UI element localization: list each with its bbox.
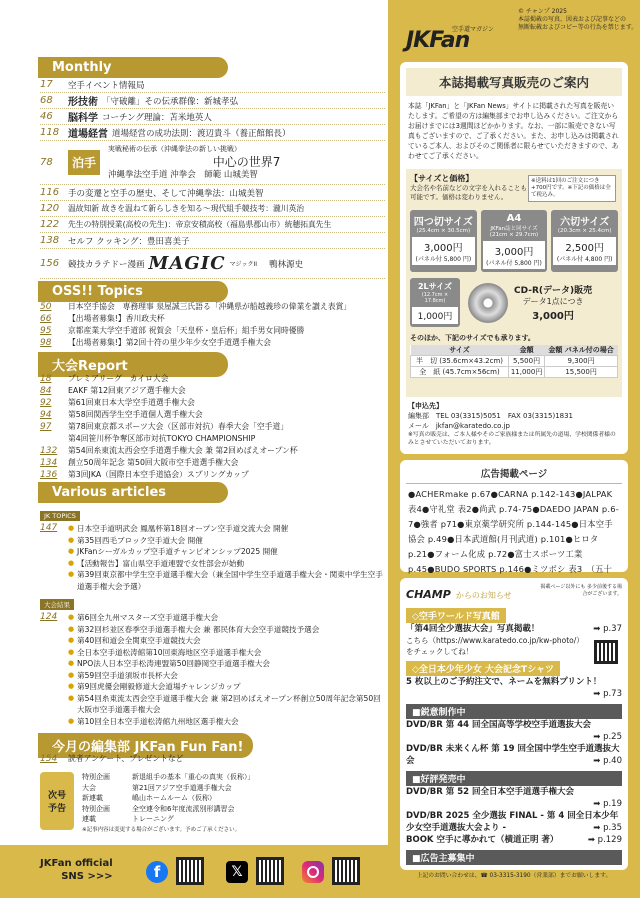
list-item: ● 第6回全九州マスターズ空手道選手権大会 — [68, 612, 385, 624]
magic-logo: MAGIC — [148, 253, 226, 274]
list-item: 第4回笹川杯争奪区部市対抗TOKYO CHAMPIONSHIP — [68, 434, 256, 443]
list-item: ● 第40回和道会全関東空手道競技大会 — [68, 635, 385, 647]
list-item: 132 第54回糸東流太西会空手道選手権大会 兼 第2回めばえオープン杯 — [40, 446, 298, 456]
section-oss: OSS!! Topics — [38, 281, 228, 302]
size-yotsugiri: 四つ切サイズ (25.4cm × 30.5cm) 3,000円 (パネル付 5,800 円) — [410, 210, 477, 272]
x-icon[interactable]: 𝕏 — [226, 861, 248, 883]
list-item: ● NPO法人日本空手松涛連盟第50回静岡空手道選手権大会 — [68, 658, 385, 670]
list-item: 136 第3回JKA（国際日本空手道協会）スプリングカップ — [40, 470, 249, 480]
list-item: 98 【出場者募集!】第2回十符の里少年少女空手道選手権大会 — [40, 338, 272, 348]
list-item: 68 形技術 「守破離」その伝承群像：新城孝弘 — [40, 93, 385, 109]
size-mutsugiri: 六切サイズ (20.3cm × 25.4cm) 2,500円 (パネル付 4,800 円) — [551, 210, 618, 272]
taikai-list — [40, 373, 385, 481]
right-column — [388, 0, 640, 898]
list-item: 18 プレミアリーグ カイロ大会 — [40, 374, 169, 384]
section-various: Various articles — [38, 482, 228, 503]
various-block: JK TOPICS 147 ● 日本空手道明武会 鳳凰杯第18回オープン空手道交流大会 開催 ● 第35回西毛ブロック空手道大会 開催 ● JKFanシーガルカップ空手道チャンピオンシップ2025 開催 ● 【活動報告】富山県空手道連盟で女性部会が始動 ● 第39回東京都中学生空手道選手権大会（兼全国中学生空手道選手権大会・関東中学生空手道選手権大会予選） 大会結果 124 ● 第6回全九州マスターズ空手道選手権大会 ● 第32回杉並区春季空手道選手権大会 兼 都民体育大会空手道競技予選会 ● 第40回和道会全関東空手道競技大会 ● 全日本空手道松涛館第10回東海地区空手道選手権大会 ● NPO法人日本空手松涛連盟第50回静岡空手道選手権大会 ● 第59回空手道須坂市長杯大会 ● 第9回虎優会剛毅修道大会道場チャレンジカップ ● 第54回糸東流太西会空手道選手権大会 兼 第2回めばえオープン杯創立50周年記念第50回大阪市空手道選手権大会 ● 第10回全日本空手道松涛館九州地区選手権大会 — [40, 503, 385, 727]
list-item: ● 全日本空手道松涛館第10回東海地区空手道選手権大会 — [68, 647, 385, 659]
list-item: ● 第59回空手道須坂市長杯大会 — [68, 670, 385, 682]
list-item: 134 創立50周年記念 第50回大阪市空手道選手権大会 — [40, 458, 239, 468]
list-item: 122 先生の特別授業(高校の先生)：帝京安積高校（福島県郡山市）統穂拓真先生 — [40, 217, 385, 233]
section-editor: 今月の編集部 JKFan Fun Fan! — [38, 733, 253, 758]
tomari-badge: 泊手 — [68, 150, 100, 175]
list-item: ● 第32回杉並区春季空手道選手権大会 兼 都民体育大会空手道競技予選会 — [68, 624, 385, 636]
list-item: ● 第54回糸東流太西会空手道選手権大会 兼 第2回めばえオープン杯創立50周年記念第50回大阪市空手道選手権大会 — [68, 693, 385, 716]
list-item: 46 脳科学 コーチング理論：苫米地英人 — [40, 109, 385, 125]
list-item: 17 空手イベント情報局 — [40, 77, 385, 93]
list-item: 95 京都産業大学空手道部 祝賀会「天皇杯・皇后杯」組手男女同時優勝 — [40, 326, 305, 336]
list-item: 120 温故知新 故きを温ねて新らしきを知る〜現代組手競技考：瀧川英治 — [40, 201, 385, 217]
cd-icon — [468, 283, 508, 323]
editor-list — [40, 753, 385, 765]
size-a4: A4 JKFan誌と同サイズ (21cm × 29.7cm) 3,000円 (パネル付 5,800 円) — [481, 210, 548, 272]
list-item: ● 第10回全日本空手道松涛館九州地区選手権大会 — [68, 716, 385, 728]
next-issue — [40, 772, 300, 833]
qr-code-icon — [332, 857, 360, 885]
list-item: 92 第61回東日本大学空手道選手権大会 — [40, 398, 195, 408]
section-taikai: 大会Report — [38, 352, 228, 377]
jk-topics-tag: JK TOPICS — [40, 511, 80, 521]
list-item: 118 道場経営 道場経営の成功法則：渡辺貴斗（養正館館長） — [40, 125, 385, 141]
list-item: ● JKFanシーガルカップ空手道チャンピオンシップ2025 開催 — [68, 546, 385, 558]
list-item: 50 日本空手協会 専務理事 泉屋誠三氏語る「沖縄県が船越義珍の偉業を讃え表賞」 — [40, 302, 352, 312]
price-table: サイズ 金額 金額 パネル付の場合 半 切 (35.6cm×43.2cm) 5,500円 9,300円 全 紙 (45.7cm×56cm) 11,000円 15,500円 — [410, 345, 618, 378]
copyright: © チャンプ 2025 本誌掲載の写真、図表および記事などの 無断転載およびコピー等の行為を禁じます。 — [518, 8, 638, 31]
qr-code-icon — [256, 857, 284, 885]
size-2l: 2Lサイズ (12.7cm × 17.8cm) 1,000円 — [410, 278, 460, 327]
list-item: 84 EAKF 第12回東アジア選手権大会 — [40, 386, 186, 396]
facebook-icon[interactable]: f — [146, 861, 168, 883]
oss-list — [40, 301, 385, 349]
qr-code-icon — [594, 640, 618, 664]
instagram-icon[interactable] — [302, 861, 324, 883]
photo-sale-title: 本誌掲載写真販売のご案内 — [406, 68, 622, 96]
list-item-featured: 78 泊手 実戦秘術の伝承（沖縄拳法の新しい挑戦） 中心の世界7 沖縄拳法空手道 沖拳会 師範 山城美智 — [40, 141, 385, 185]
list-item: ● 第35回西毛ブロック空手道大会 開催 — [68, 535, 385, 547]
list-item: ● 第9回虎優会剛毅修道大会道場チャレンジカップ — [68, 681, 385, 693]
list-item: 154 読者アンケート、プレゼントなど — [40, 754, 184, 764]
champ-card: CHAMP からのお知らせ 掲載ページ以外にも 多少前後する場合がございます。 ◇空手ワールド写真館 「第4回全少選抜大会」写真掲載！ ➡ p.37 こちら（https://www.karatedo.co.jp/kw-photo/）をチェックしてね！ ◇全日本少年少女 大会記念Tシャツ 5 枚以上のご予約注文で、ネームを無料プリント！ ➡ p.73 ■鋭意制作中 DVD/BR 第 44 回全国高等学校空手道選抜大会 ➡ p.25 DVD/BR 未来くん杯 第 19 回全国中学生空手道選抜大会 ➡ p.40 ■好評発売中 DVD/BR 第 52 回全日本空手道選手権大会 ➡ p.19 DVD/BR 2025 全少選抜 FINAL - 第 4 回全日本少年少女空手道選抜大会より - ➡ p.35 BOOK 空手に導かれて（横道正明 著） ➡ p.129 ■広告主募集中 上記のお問い合わせは、☎ 03-3315-3190（営業部）までお願いします。 — [400, 578, 628, 870]
photo-sale-card: 本誌掲載写真販売のご案内 本誌「JKFan」と「JKFan News」サイトに掲載された写真を販売いたします。ご希望の方は編集部までお申し込みください。ご注文からお届けまでには3週間ほどかかります。なお、一部に販売できない写真もございますので、ご了承ください。また、お申し込みは掲載されているご本人、およびそのご関係者に限らせていただきますので、あわせてご了承ください。 【サイズと価格】 大会名や名前などの文字を入れることも可能です。価格は変わりません。 ※送料は1回のご注文につき+700円です。※下記の価格は全て税込み。 四つ切サイズ (25.4cm × 30.5cm) 3,000円 (パネル付 5,800 円) A4 JKFan誌と同サイズ (21cm × 29.7cm) 3,000円 (パネル付 5,800 円) 六切サイズ (20.3cm × 25.4cm) 2,500円 (パネル付 4,800 円) 2Lサイズ (12.7cm × 17.8cm) 1,000円 CD-R(データ)販売 データ1点につき 3,000円 そのほか、下記のサイズでも承ります。 サイズ 金額 金額 パネル付の場合 半 切 (35.6cm×43.2cm) 5,500円 9,300円 全 紙 (45.7cm×56cm) 11,000円 15,500円 【申込先】 編集部 TEL 03(3315)5051 FAX 03(3315)1831 メール jkfan@karatedo.co.jp ※写真の販売は、ご本人様やそのご家族様または所属先の道場、学校関係者様のみとさせていただいております。 — [400, 62, 628, 454]
list-item: 66 【出場者募集!】香川政夫杯 — [40, 314, 165, 324]
list-item: 138 セルフ クッキング：豊田喜美子 — [40, 233, 385, 249]
ads-card: 広告掲載ページ ●ACHERmake p.67●CARNA p.142-143●JALPAK 表4●守礼堂 表2●尚武 p.74-75●DAEDO JAPAN p.6-7●強者 p71●東京薬学研究所 p.144-145●日本空手協会 p.49●日本武道館(月刊武道) p.101●ヒロタ p.21●フォーム化成 p.72●富士スポーツ工業 p.45●BUDO SPORTS p.146●ミツボシ 表3 （五十 — [400, 460, 628, 572]
list-item: ● 【活動報告】富山県空手道連盟で女性部会が始動 — [68, 558, 385, 570]
next-issue-badge: 次号 予告 — [40, 772, 74, 830]
list-item: 156 競技カラテドー漫画 MAGIC マジックII 鴨林源史 — [40, 249, 385, 279]
list-item: 97 第78回東京都スポーツ大会（区部市対抗）春季大会「空手道」 — [40, 422, 289, 432]
section-monthly: Monthly — [38, 57, 228, 78]
next-issue-items: 特別企画 新退組手の基本「重心の真実（仮称）」 大会 第21回アジア空手道選手権大会 新連載 嶋山ホームルーム（仮称） 特別企画 全空連令和6年度流派別形講習会 連載 トレーニング ※記事内容は変更する場合がございます。予めご了承ください。 — [82, 773, 255, 833]
list-item: ● 日本空手道明武会 鳳凰杯第18回オープン空手道交流大会 開催 — [68, 523, 385, 535]
sns-bar: JKFan official SNS >>> f 𝕏 — [0, 845, 388, 898]
champ-logo: CHAMP — [406, 588, 451, 601]
qr-code-icon — [176, 857, 204, 885]
results-tag: 大会結果 — [40, 599, 74, 610]
list-item: 116 手の変遷と空手の歴史、そして沖縄拳法：山城美智 — [40, 185, 385, 201]
list-item: ● 第39回東京都中学生空手道選手権大会（兼全国中学生空手道選手権大会・関東中学生空手道選手権大会予選） — [68, 569, 385, 592]
jkfan-logo: 空手道マガジン JKFan — [406, 26, 494, 53]
monthly-list — [40, 77, 385, 279]
list-item: 94 第58回関西学生空手道個人選手権大会 — [40, 410, 203, 420]
